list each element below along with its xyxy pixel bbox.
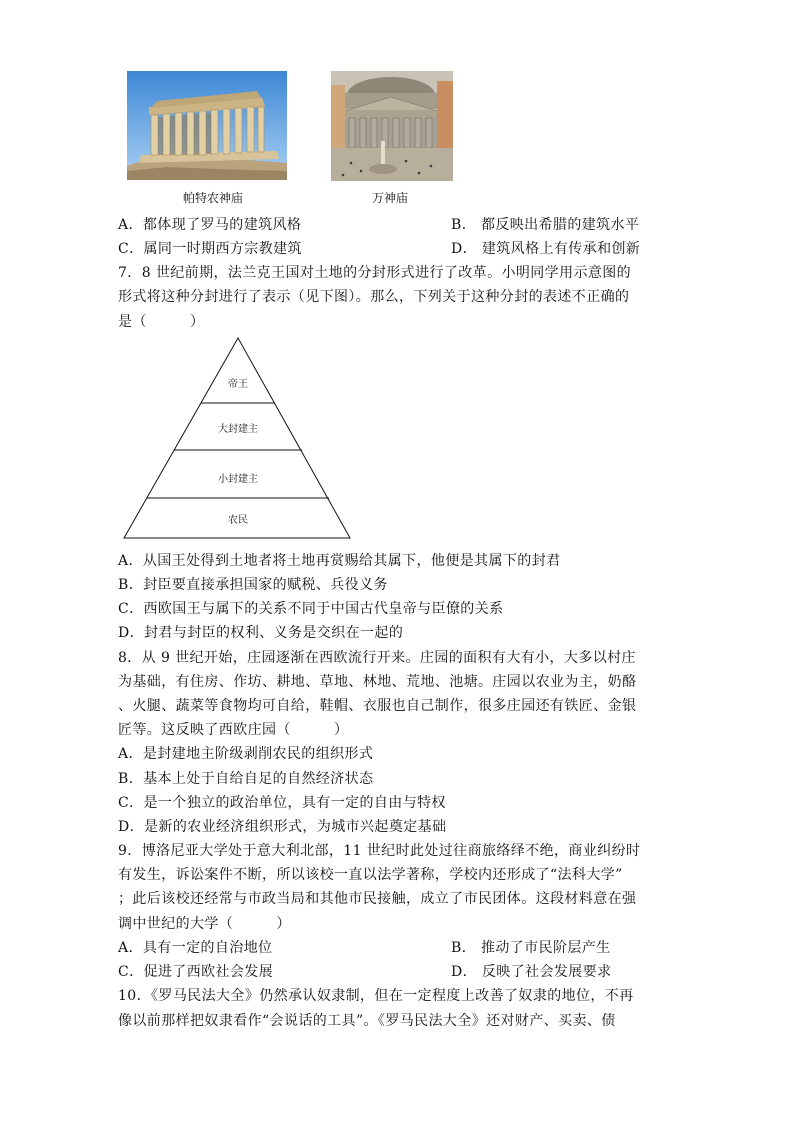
q6-option-c: C．属同一时期西方宗教建筑: [118, 241, 302, 257]
pyramid-level-lesser-lords: 小封建主: [218, 474, 258, 485]
q7-stem-line-1: 7．8 世纪前期，法兰克王国对土地的分封形式进行了改革。小明同学用示意图的: [118, 265, 632, 281]
q8-option-d: D．是新的农业经济组织形式，为城市兴起奠定基础: [118, 819, 447, 835]
q9-stem-line-4: 调中世纪的大学（ ）: [118, 916, 291, 932]
q9-stem-line-2: 有发生，诉讼案件不断，所以该校一直以法学著称，学校内还形成了“法科大学”: [118, 867, 623, 883]
parthenon-caption: 帕特农神庙: [182, 191, 243, 205]
q9-option-a: A．具有一定的自治地位: [118, 940, 273, 956]
feudal-pyramid-diagram: [122, 336, 354, 542]
q6-option-d: D． 建筑风格上有传承和创新: [451, 241, 641, 257]
pyramid-level-peasants: 农民: [228, 515, 248, 526]
parthenon-image: [127, 71, 287, 180]
q8-stem-line-3: 、火腿、蔬菜等食物均可自给，鞋帽、衣服也自己制作，很多庄园还有铁匠、金银: [118, 698, 637, 714]
q8-option-b: B．基本上处于自给自足的自然经济状态: [118, 771, 374, 787]
pyramid-level-great-lords: 大封建主: [218, 424, 258, 435]
pantheon-caption: 万神庙: [371, 191, 408, 205]
q6-option-a: A．都体现了罗马的建筑风格: [118, 217, 302, 233]
q8-stem-line-1: 8．从 9 世纪开始，庄园逐渐在西欧流行开来。庄园的面积有大有小，大多以村庄: [118, 650, 636, 666]
q8-stem-line-2: 为基础，有住房、作坊、耕地、草地、林地、荒地、池塘。庄园以农业为主，奶酪: [118, 674, 637, 690]
q7-stem-line-3: 是（ ）: [118, 314, 205, 330]
q9-stem-line-3: ；此后该校还经常与市政当局和其他市民接触，成立了市民团体。这段材料意在强: [118, 891, 637, 907]
q8-option-c: C．是一个独立的政治单位，具有一定的自由与特权: [118, 795, 446, 811]
q6-option-b: B． 都反映出希腊的建筑水平: [451, 217, 640, 233]
q7-option-c: C．西欧国王与属下的关系不同于中国古代皇帝与臣僚的关系: [118, 601, 504, 617]
q9-option-b: B． 推动了市民阶层产生: [451, 940, 611, 956]
parthenon-photo: [127, 71, 287, 180]
q7-stem-line-2: 形式将这种分封进行了表示（见下图）。那么，下列关于这种分封的表述不正确的: [118, 289, 630, 305]
q8-stem-line-4: 匠等。这反映了西欧庄园（ ）: [118, 722, 349, 738]
q8-option-a: A．是封建地主阶级剥削农民的组织形式: [118, 746, 374, 762]
q9-option-d: D． 反映了社会发展要求: [451, 964, 612, 980]
pantheon-image: [331, 71, 453, 181]
q7-option-b: B．封臣要直接承担国家的赋税、兵役义务: [118, 577, 388, 593]
pantheon-photo: [331, 71, 453, 181]
q7-option-d: D．封君与封臣的权利、义务是交织在一起的: [118, 625, 404, 641]
q9-stem-line-1: 9．博洛尼亚大学处于意大利北部，11 世纪时此处过往商旅络绎不绝，商业纠纷时: [118, 843, 641, 859]
q9-option-c: C．促进了西欧社会发展: [118, 964, 274, 980]
q10-stem-line-2: 像以前那样把奴隶看作“会说话的工具”。《罗马民法大全》还对财产、买卖、债: [118, 1013, 616, 1029]
pyramid-level-emperor: 帝王: [228, 379, 248, 390]
q7-option-a: A．从国王处得到土地者将土地再赏赐给其属下，他便是其属下的封君: [118, 553, 561, 569]
q10-stem-line-1: 10．《罗马民法大全》仍然承认奴隶制，但在一定程度上改善了奴隶的地位，不再: [118, 988, 634, 1004]
